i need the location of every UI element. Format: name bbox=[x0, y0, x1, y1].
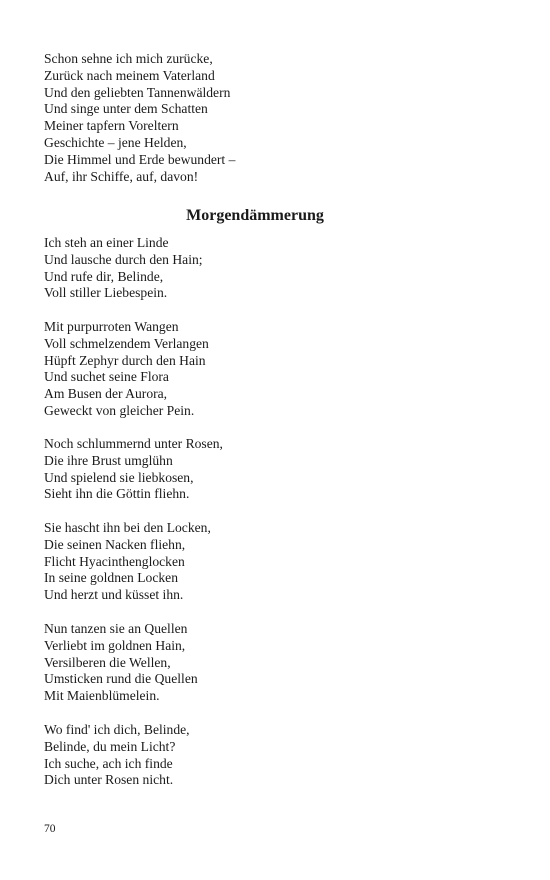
verse-line: Und suchet seine Flora bbox=[44, 369, 169, 385]
verse-line: Versilberen die Wellen, bbox=[44, 654, 171, 670]
verse-line: Sieht ihn die Göttin fliehn. bbox=[44, 486, 190, 502]
stanza-4 bbox=[44, 520, 514, 604]
verse-line: Belinde, du mein Licht? bbox=[44, 738, 176, 754]
verse-line: Verliebt im goldnen Hain, bbox=[44, 637, 186, 653]
poem-title: Morgendämmerung bbox=[186, 207, 324, 224]
verse-line: Wo find' ich dich, Belinde, bbox=[44, 722, 190, 737]
verse-line: Auf, ihr Schiffe, auf, davon! bbox=[44, 168, 199, 184]
verse-line: Sie hascht ihn bei den Locken, bbox=[44, 520, 211, 535]
verse-line: Umsticken rund die Quellen bbox=[44, 671, 198, 687]
verse-line: Ich steh an einer Linde bbox=[44, 235, 169, 250]
verse-line: Die seinen Nacken fliehn, bbox=[44, 536, 186, 552]
stanza-1 bbox=[44, 235, 514, 302]
verse-line: Die ihre Brust umglühn bbox=[44, 452, 173, 468]
verse-line: Mit purpurroten Wangen bbox=[44, 319, 179, 334]
verse-line: Nun tanzen sie an Quellen bbox=[44, 621, 188, 636]
verse-line: Noch schlummernd unter Rosen, bbox=[44, 436, 223, 451]
verse-line: In seine goldnen Locken bbox=[44, 570, 179, 586]
verse-line: Und spielend sie liebkosen, bbox=[44, 469, 194, 485]
verse-line: Und den geliebten Tannenwäldern bbox=[44, 84, 231, 100]
stanza-3 bbox=[44, 436, 514, 503]
stanza-5 bbox=[44, 621, 514, 705]
verse-line: Am Busen der Aurora, bbox=[44, 386, 168, 402]
stanza-6 bbox=[44, 722, 514, 789]
stanza-2 bbox=[44, 319, 514, 420]
verse-line: Und rufe dir, Belinde, bbox=[44, 268, 164, 284]
verse-line: Ich suche, ach ich finde bbox=[44, 755, 173, 771]
verse-line: Voll stiller Liebespein. bbox=[44, 285, 168, 301]
verse-line: Mit Maienblümelein. bbox=[44, 688, 160, 704]
verse-line: Hüpft Zephyr durch den Hain bbox=[44, 352, 206, 368]
verse-line: Die Himmel und Erde bewundert – bbox=[44, 151, 236, 167]
verse-line: Und herzt und küsset ihn. bbox=[44, 587, 184, 603]
verse-line: Und singe unter dem Schatten bbox=[44, 101, 208, 117]
verse-line: Meiner tapfern Voreltern bbox=[44, 118, 179, 134]
verse-line: Schon sehne ich mich zurücke, bbox=[44, 51, 213, 66]
verse-line: Zurück nach meinem Vaterland bbox=[44, 67, 215, 83]
verse-line: Dich unter Rosen nicht. bbox=[44, 772, 174, 788]
verse-line: Und lausche durch den Hain; bbox=[44, 251, 203, 267]
page-number: 70 bbox=[44, 823, 56, 835]
verse-line: Geweckt von gleicher Pein. bbox=[44, 402, 195, 418]
verse-line: Flicht Hyacinthenglocken bbox=[44, 553, 185, 569]
verse-line: Geschichte – jene Helden, bbox=[44, 134, 187, 150]
verse-line: Voll schmelzendem Verlangen bbox=[44, 335, 209, 351]
opening-stanza bbox=[44, 51, 514, 185]
